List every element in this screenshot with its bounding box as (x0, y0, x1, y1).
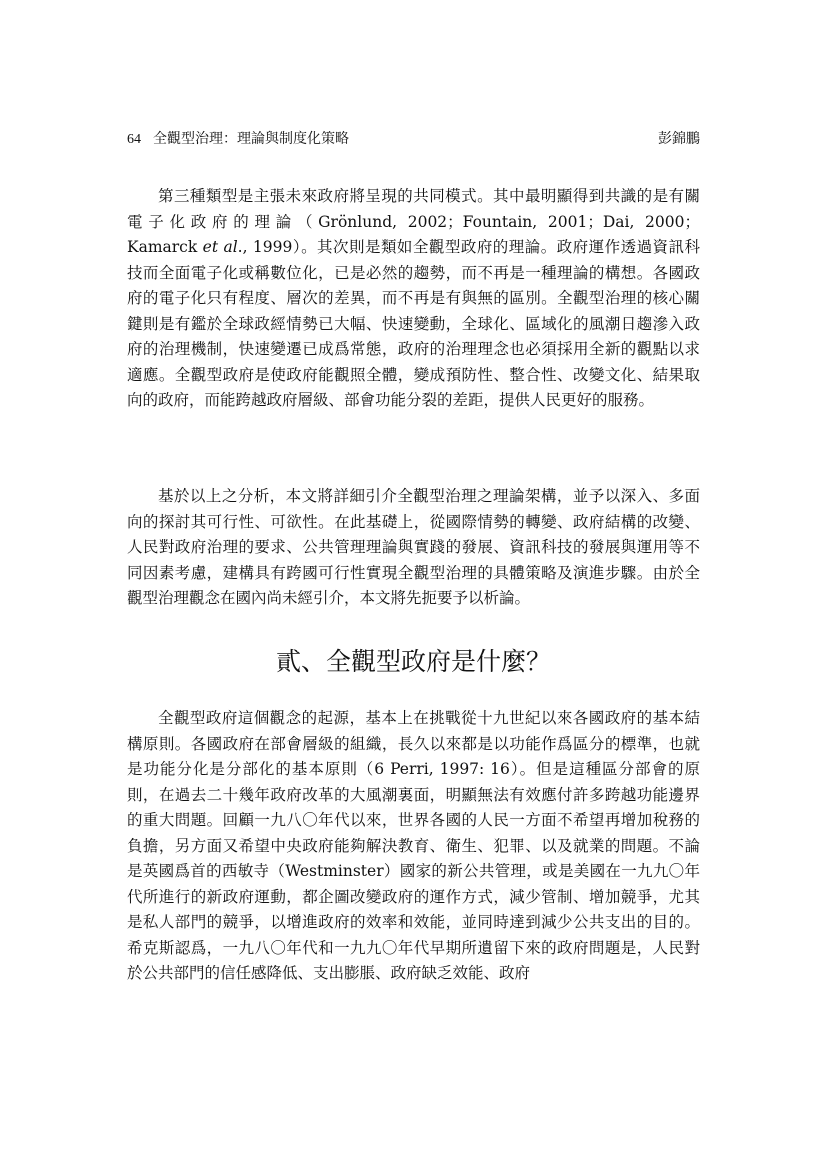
body-text-block (127, 706, 700, 987)
paragraph-1 (127, 184, 700, 414)
header-left (127, 128, 349, 151)
author-name: 彭錦鵬 (658, 131, 700, 147)
body-text-block (127, 184, 700, 414)
running-header (127, 128, 700, 150)
paragraph-1-part-b: ., 1999）。其次則是類如全觀型政府的理論。政府運作透過資訊科技而全面電子化或稱數位化，已是必然的趨勢，而不再是一種理論的構想。各國政府的電子化只有程度、層次的差異，而不再是有與無的區別。全觀型治理的核心關鍵則是有鑑於全球政經情勢已大幅、快速變動，全球化、區域化的風潮日趨滲入政府的治理機制，快速變遷已成爲常態，政府的治理理念也必須採用全新的觀點以求適應。全觀型政府是使政府能觀照全體，變成預防性、整合性、改變文化、結果取向的政府，而能跨越政府層級、部會功能分裂的差距，提供人民更好的服務。 (127, 238, 701, 409)
body-text-block (127, 484, 700, 612)
page-number: 64 (127, 132, 141, 147)
running-title: 全觀型治理：理論與制度化策略 (153, 131, 349, 147)
paragraph-2: 基於以上之分析，本文將詳細引介全觀型治理之理論架構，並予以深入、多面向的探討其可行性、可欲性。在此基礎上，從國際情勢的轉變、政府結構的改變、人民對政府治理的要求、公共管理理論與實踐的發展、資訊科技的發展與運用等不同因素考慮，建構具有跨國可行性實現全觀型治理的具體策略及演進步驟。由於全觀型治理觀念在國內尚未經引介，本文將先扼要予以析論。 (127, 487, 700, 607)
et-al-italic: et al (202, 238, 238, 256)
paragraph-1-part-a: 第三種類型是主張未來政府將呈現的共同模式。其中最明顯得到共識的是有關電子化政府的理論（Grönlund, 2002；Fountain, 2001；Dai, 2000；Kamarck (127, 187, 700, 256)
section-heading: 貳、全觀型政府是什麼？ (275, 647, 551, 676)
paragraph-3: 全觀型政府這個觀念的起源，基本上在挑戰從十九世紀以來各國政府的基本結構原則。各國政府在部會層級的組織，長久以來都是以功能作爲區分的標準，也就是功能分化是分部化的基本原則（6 Perri, 1997: 16）。但是這種區分部會的原則，在過去二十幾年政府改革的大風潮裏面，明顯無法有效應付許多跨越功能邊界的重大問題。回顧一九八〇年代以來，世界各國的人民一方面不希望再增加稅務的負擔，另方面又希望中央政府能夠解決教育、衛生、犯罪、以及就業的問題。不論是英國爲首的西敏寺（Westminster）國家的新公共管理，或是美國在一九九〇年代所進行的新政府運動，都企圖改變政府的運作方式，減少管制、增加競爭，尤其是私人部門的競爭，以增進政府的效率和效能，並同時達到減少公共支出的目的。希克斯認爲，一九八〇年代和一九九〇年代早期所遺留下來的政府問題是，人民對於公共部門的信任感降低、支出膨脹、政府缺乏效能、政府 (127, 709, 700, 982)
